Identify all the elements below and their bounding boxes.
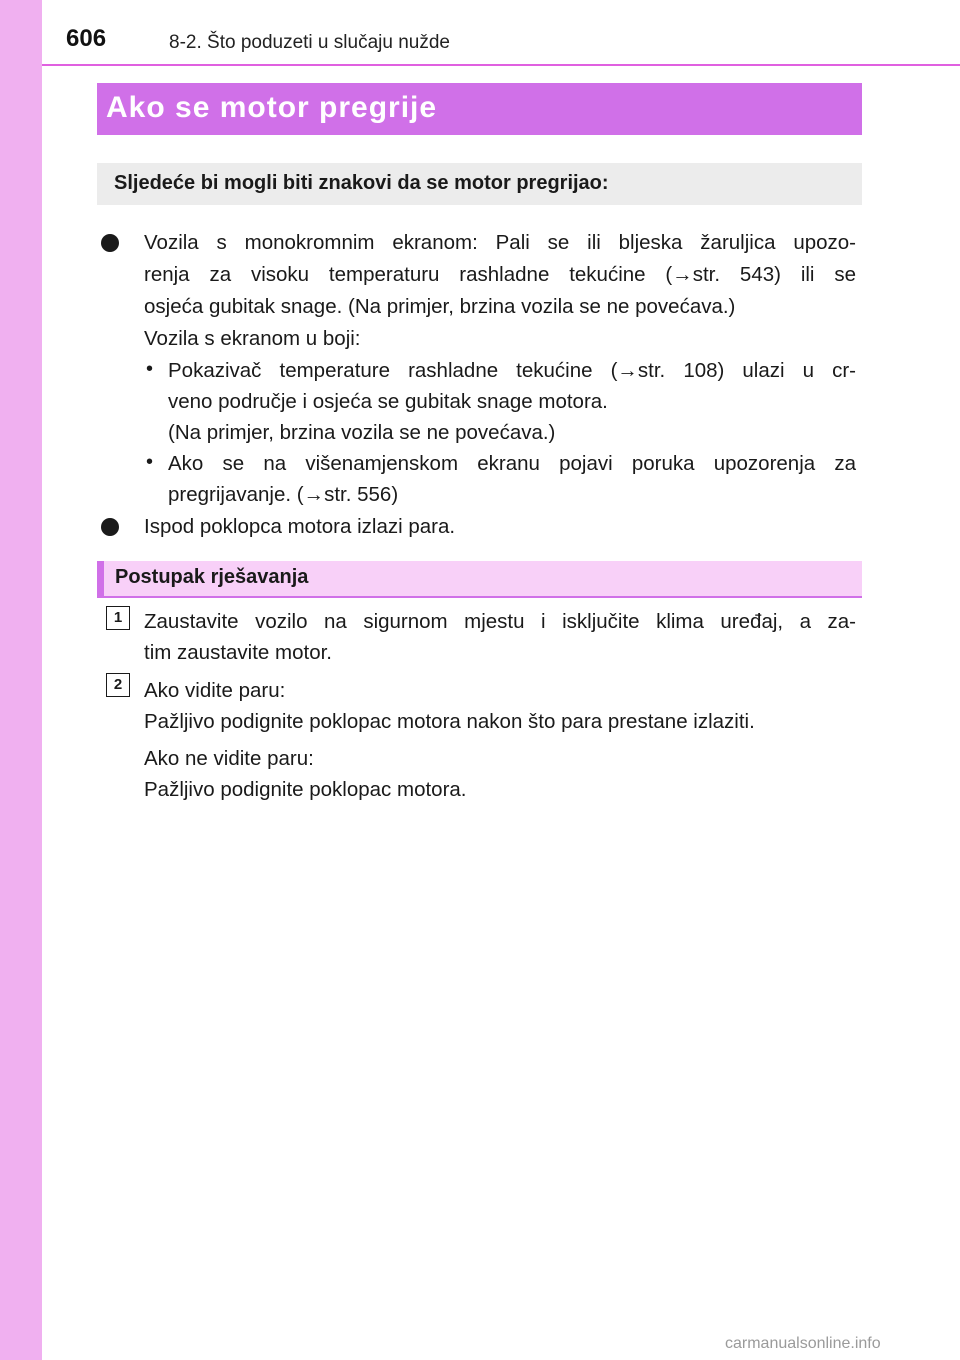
- page-number: 606: [66, 25, 107, 52]
- header-rule: [42, 64, 960, 66]
- step-2-text: Ako vidite paru: Pažljivo podignite poklopac motora nakon što para prestane izlaziti. Ako ne vidite paru: Pažljivo podignite poklopac motora.: [144, 679, 755, 801]
- sub-bullet-item: Ako se na višenamjenskom ekranu pojavi poruka upozorenja za pregrijavanje. (→str. 556): [168, 452, 856, 506]
- signs-box: [97, 163, 862, 205]
- procedure-rule: [97, 596, 862, 598]
- chapter-title: 8-2. Što poduzeti u slučaju nužde: [169, 32, 450, 53]
- step-number-badge: 1: [106, 606, 130, 630]
- watermark: carmanualsonline.info: [725, 1335, 881, 1352]
- sub-bullet-item: Pokazivač temperature rashladne tekućine (→str. 108) ulazi u cr- veno područje i osjeća se gubitak snage motora. (Na primjer, brzina vozila se ne povećava.): [168, 359, 856, 444]
- section-title: Ako se motor pregrije: [106, 91, 438, 124]
- procedure-accent: [97, 561, 104, 597]
- bullet-dot-icon: [101, 234, 119, 252]
- bullet-item: Ispod poklopca motora izlazi para.: [144, 515, 456, 538]
- signs-heading: Sljedeće bi mogli biti znakovi da se motor pregrijao:: [114, 172, 609, 194]
- bullet-item: Vozila s monokromnim ekranom: Pali se ili bljeska žaruljica upozo- renja za visoku temperaturu rashladne tekućine (→str. 543) ili se osjeća gubitak snage. (Na primjer, brzina vozila se ne povećava.) Vozila s ekranom u boji:: [144, 231, 856, 350]
- page-header: [42, 0, 960, 70]
- bullet-dot-icon: [101, 518, 119, 536]
- step-1-text: Zaustavite vozilo na sigurnom mjestu i isključite klima uređaj, a za- tim zaustavite motor.: [144, 610, 856, 664]
- section-banner: [97, 83, 862, 135]
- procedure-heading: Postupak rješavanja: [115, 566, 309, 588]
- procedure-box: [97, 561, 862, 597]
- sub-bullet-icon: •: [146, 358, 154, 380]
- sub-bullet-icon: •: [146, 451, 154, 473]
- side-tab: [0, 0, 42, 1360]
- step-number-badge: 2: [106, 673, 130, 697]
